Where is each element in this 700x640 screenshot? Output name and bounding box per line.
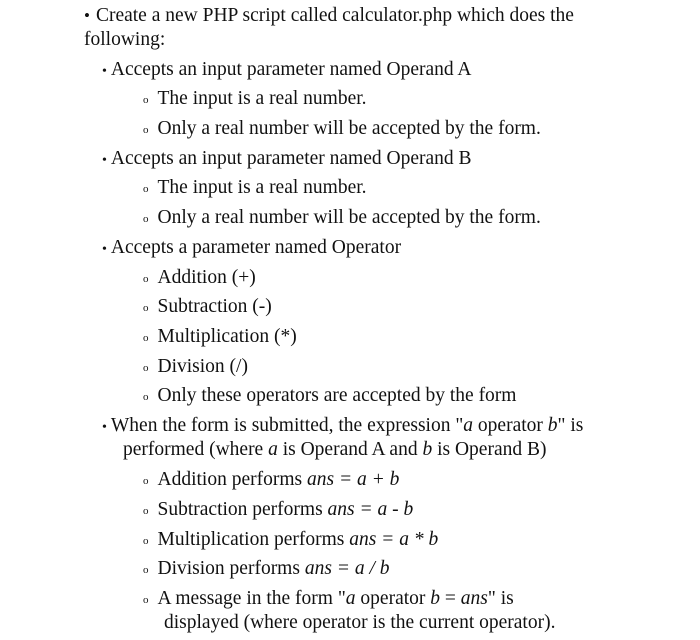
circle-bullet: o: [143, 564, 149, 576]
circle-bullet: o: [143, 362, 149, 374]
operator-item-4: [143, 355, 248, 381]
circle-bullet: o: [143, 332, 149, 344]
operator-item-4-text: Division (/): [157, 356, 248, 377]
square-bullet: •: [102, 242, 107, 257]
circle-bullet: o: [143, 94, 149, 106]
operand-b-heading: [102, 147, 472, 173]
circle-bullet: o: [143, 302, 149, 314]
operand-a-item-1: [143, 87, 367, 113]
operand-b-item-1: [143, 176, 367, 202]
square-bullet: •: [102, 64, 107, 79]
circle-bullet: o: [143, 124, 149, 136]
operand-b-item-1-text: The input is a real number.: [157, 177, 367, 198]
operator-item-3: [143, 325, 297, 351]
operator-item-2-text: Subtraction (-): [157, 296, 272, 317]
intro-text-1: Create a new PHP script called calculator.php which does the: [95, 5, 574, 26]
circle-bullet: o: [143, 475, 149, 487]
circle-bullet: o: [143, 183, 149, 195]
intro-line-2: [84, 28, 165, 52]
main-bullet: •: [84, 6, 90, 25]
operand-b-item-2: [143, 206, 541, 232]
operator-heading-text: Accepts a parameter named Operator: [110, 237, 402, 258]
operand-a-item-1-text: The input is a real number.: [157, 88, 367, 109]
submission-line-2: performed (where a is Operand A and b is Operand B): [123, 439, 547, 460]
square-bullet: •: [102, 420, 107, 435]
operator-item-5: [143, 384, 516, 410]
operand-a-item-2-text: Only a real number will be accepted by the form.: [157, 118, 541, 139]
operator-heading: [102, 236, 401, 262]
operand-a-heading-text: Accepts an input parameter named Operand A: [110, 59, 472, 80]
circle-bullet: o: [143, 273, 149, 285]
circle-bullet: o: [143, 535, 149, 547]
circle-bullet: o: [143, 213, 149, 225]
submission-item-division: o Division performs ans = a / b: [143, 558, 390, 579]
operator-item-2: [143, 295, 272, 321]
submission-item-addition: o Addition performs ans = a + b: [143, 469, 400, 490]
submission-message-line-2: displayed (where operator is the current operator).: [164, 612, 556, 633]
operator-item-3-text: Multiplication (*): [157, 326, 297, 347]
submission-item-message: o A message in the form "a operator b = ans" is: [143, 588, 514, 609]
operand-a-item-2: [143, 117, 541, 143]
circle-bullet: o: [143, 594, 149, 606]
intro-line-1: [84, 4, 574, 28]
operand-a-heading: [102, 58, 472, 84]
intro-text-2: following:: [84, 29, 166, 50]
submission-item-subtraction: o Subtraction performs ans = a - b: [143, 499, 414, 520]
square-bullet: •: [102, 153, 107, 168]
operator-item-1-text: Addition (+): [157, 267, 256, 288]
operator-item-1: [143, 266, 256, 292]
operand-b-item-2-text: Only a real number will be accepted by the form.: [157, 207, 541, 228]
submission-item-multiplication: o Multiplication performs ans = a * b: [143, 529, 439, 550]
circle-bullet: o: [143, 391, 149, 403]
submission-line-1: • When the form is submitted, the expression "a operator b" is: [102, 415, 584, 436]
circle-bullet: o: [143, 505, 149, 517]
operator-item-5-text: Only these operators are accepted by the form: [157, 385, 517, 406]
operand-b-heading-text: Accepts an input parameter named Operand B: [110, 148, 472, 169]
